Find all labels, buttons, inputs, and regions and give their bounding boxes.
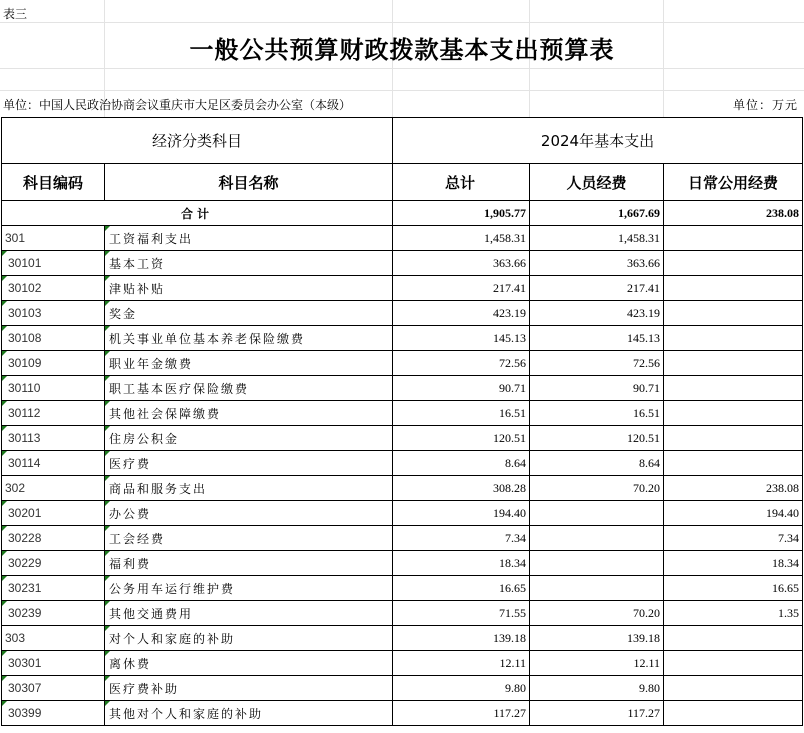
summary-daily: 238.08 xyxy=(664,201,803,226)
cell-total: 12.11 xyxy=(393,651,530,676)
cell-name: 职业年金缴费 xyxy=(105,351,393,376)
cell-name: 其他交通费用 xyxy=(105,601,393,626)
cell-name: 医疗费补助 xyxy=(105,676,393,701)
cell-total: 9.80 xyxy=(393,676,530,701)
cell-name: 办公费 xyxy=(105,501,393,526)
cell-name: 工会经费 xyxy=(105,526,393,551)
cell-daily xyxy=(664,676,803,701)
cell-total: 139.18 xyxy=(393,626,530,651)
table-row xyxy=(2,601,803,626)
cell-personnel: 9.80 xyxy=(530,676,664,701)
cell-total: 1,458.31 xyxy=(393,226,530,251)
cell-code: 30239 xyxy=(2,601,105,626)
cell-daily xyxy=(664,326,803,351)
cell-personnel: 70.20 xyxy=(530,601,664,626)
cell-daily: 194.40 xyxy=(664,501,803,526)
cell-code: 30301 xyxy=(2,651,105,676)
cell-personnel xyxy=(530,501,664,526)
cell-daily xyxy=(664,451,803,476)
table-row xyxy=(2,401,803,426)
cell-personnel xyxy=(530,526,664,551)
cell-total: 72.56 xyxy=(393,351,530,376)
cell-total: 8.64 xyxy=(393,451,530,476)
header-total: 总计 xyxy=(393,164,530,201)
cell-personnel: 363.66 xyxy=(530,251,664,276)
table-row xyxy=(2,501,803,526)
cell-code: 301 xyxy=(2,226,105,251)
cell-daily xyxy=(664,276,803,301)
table-row xyxy=(2,326,803,351)
header-economic-classification: 经济分类科目 xyxy=(2,118,393,164)
header-basic-expenditure: 2024年基本支出 xyxy=(393,118,803,164)
table-row xyxy=(2,426,803,451)
table-row xyxy=(2,226,803,251)
cell-code: 30102 xyxy=(2,276,105,301)
cell-total: 423.19 xyxy=(393,301,530,326)
cell-code: 30110 xyxy=(2,376,105,401)
cell-name: 公务用车运行维护费 xyxy=(105,576,393,601)
cell-personnel: 217.41 xyxy=(530,276,664,301)
cell-code: 303 xyxy=(2,626,105,651)
cell-personnel: 145.13 xyxy=(530,326,664,351)
cell-total: 7.34 xyxy=(393,526,530,551)
cell-code: 30228 xyxy=(2,526,105,551)
cell-total: 117.27 xyxy=(393,701,530,726)
table-row xyxy=(2,251,803,276)
cell-total: 363.66 xyxy=(393,251,530,276)
header-daily: 日常公用经费 xyxy=(664,164,803,201)
grid-line xyxy=(0,22,804,23)
summary-personnel: 1,667.69 xyxy=(530,201,664,226)
table-row xyxy=(2,651,803,676)
table-row xyxy=(2,551,803,576)
header-code: 科目编码 xyxy=(2,164,105,201)
cell-daily xyxy=(664,251,803,276)
cell-total: 217.41 xyxy=(393,276,530,301)
cell-name: 对个人和家庭的补助 xyxy=(105,626,393,651)
cell-name: 职工基本医疗保险缴费 xyxy=(105,376,393,401)
table-row xyxy=(2,626,803,651)
cell-code: 30231 xyxy=(2,576,105,601)
unit-currency: 单位：万元 xyxy=(732,98,798,112)
cell-name: 住房公积金 xyxy=(105,426,393,451)
summary-label: 合计 xyxy=(2,201,393,226)
page-title: 一般公共预算财政拨款基本支出预算表 xyxy=(189,35,615,64)
header-row-group xyxy=(2,118,803,164)
cell-personnel: 16.51 xyxy=(530,401,664,426)
cell-name: 津贴补贴 xyxy=(105,276,393,301)
table-label: 表三 xyxy=(3,7,28,21)
cell-name: 福利费 xyxy=(105,551,393,576)
cell-daily xyxy=(664,651,803,676)
cell-code: 30112 xyxy=(2,401,105,426)
cell-name: 其他对个人和家庭的补助 xyxy=(105,701,393,726)
cell-code: 30109 xyxy=(2,351,105,376)
cell-total: 120.51 xyxy=(393,426,530,451)
cell-name: 商品和服务支出 xyxy=(105,476,393,501)
cell-personnel: 120.51 xyxy=(530,426,664,451)
cell-personnel: 139.18 xyxy=(530,626,664,651)
cell-personnel xyxy=(530,576,664,601)
table-row xyxy=(2,376,803,401)
cell-personnel: 8.64 xyxy=(530,451,664,476)
cell-name: 基本工资 xyxy=(105,251,393,276)
cell-total: 90.71 xyxy=(393,376,530,401)
summary-total: 1,905.77 xyxy=(393,201,530,226)
cell-code: 30113 xyxy=(2,426,105,451)
cell-name: 医疗费 xyxy=(105,451,393,476)
cell-code: 30101 xyxy=(2,251,105,276)
cell-code: 30114 xyxy=(2,451,105,476)
cell-daily: 16.65 xyxy=(664,576,803,601)
cell-code: 30201 xyxy=(2,501,105,526)
cell-personnel: 423.19 xyxy=(530,301,664,326)
cell-daily xyxy=(664,626,803,651)
cell-name: 机关事业单位基本养老保险缴费 xyxy=(105,326,393,351)
cell-daily: 18.34 xyxy=(664,551,803,576)
cell-daily: 7.34 xyxy=(664,526,803,551)
cell-name: 奖金 xyxy=(105,301,393,326)
cell-name: 离休费 xyxy=(105,651,393,676)
cell-total: 16.51 xyxy=(393,401,530,426)
cell-daily xyxy=(664,226,803,251)
table-row xyxy=(2,351,803,376)
cell-name: 工资福利支出 xyxy=(105,226,393,251)
grid-line xyxy=(0,90,804,91)
grid-line xyxy=(0,68,804,69)
cell-daily xyxy=(664,426,803,451)
cell-personnel xyxy=(530,551,664,576)
table-row xyxy=(2,676,803,701)
cell-total: 308.28 xyxy=(393,476,530,501)
cell-total: 18.34 xyxy=(393,551,530,576)
table-row xyxy=(2,526,803,551)
cell-total: 145.13 xyxy=(393,326,530,351)
cell-personnel: 70.20 xyxy=(530,476,664,501)
cell-total: 194.40 xyxy=(393,501,530,526)
summary-row xyxy=(2,201,803,226)
cell-daily: 238.08 xyxy=(664,476,803,501)
header-name: 科目名称 xyxy=(105,164,393,201)
cell-daily xyxy=(664,301,803,326)
cell-code: 30399 xyxy=(2,701,105,726)
cell-name: 其他社会保障缴费 xyxy=(105,401,393,426)
cell-personnel: 72.56 xyxy=(530,351,664,376)
budget-table xyxy=(1,117,803,726)
cell-personnel: 90.71 xyxy=(530,376,664,401)
cell-daily xyxy=(664,701,803,726)
header-personnel: 人员经费 xyxy=(530,164,664,201)
cell-personnel: 1,458.31 xyxy=(530,226,664,251)
cell-total: 16.65 xyxy=(393,576,530,601)
cell-personnel: 117.27 xyxy=(530,701,664,726)
table-row xyxy=(2,451,803,476)
table-row xyxy=(2,476,803,501)
cell-code: 302 xyxy=(2,476,105,501)
cell-daily: 1.35 xyxy=(664,601,803,626)
table-row xyxy=(2,276,803,301)
unit-organization: 单位：中国人民政治协商会议重庆市大足区委员会办公室（本级） xyxy=(3,98,352,112)
header-row-columns xyxy=(2,164,803,201)
cell-code: 30103 xyxy=(2,301,105,326)
cell-total: 71.55 xyxy=(393,601,530,626)
cell-code: 30108 xyxy=(2,326,105,351)
table-row xyxy=(2,576,803,601)
cell-daily xyxy=(664,401,803,426)
cell-code: 30307 xyxy=(2,676,105,701)
cell-personnel: 12.11 xyxy=(530,651,664,676)
cell-daily xyxy=(664,351,803,376)
cell-code: 30229 xyxy=(2,551,105,576)
table-row xyxy=(2,301,803,326)
cell-daily xyxy=(664,376,803,401)
table-row xyxy=(2,701,803,726)
